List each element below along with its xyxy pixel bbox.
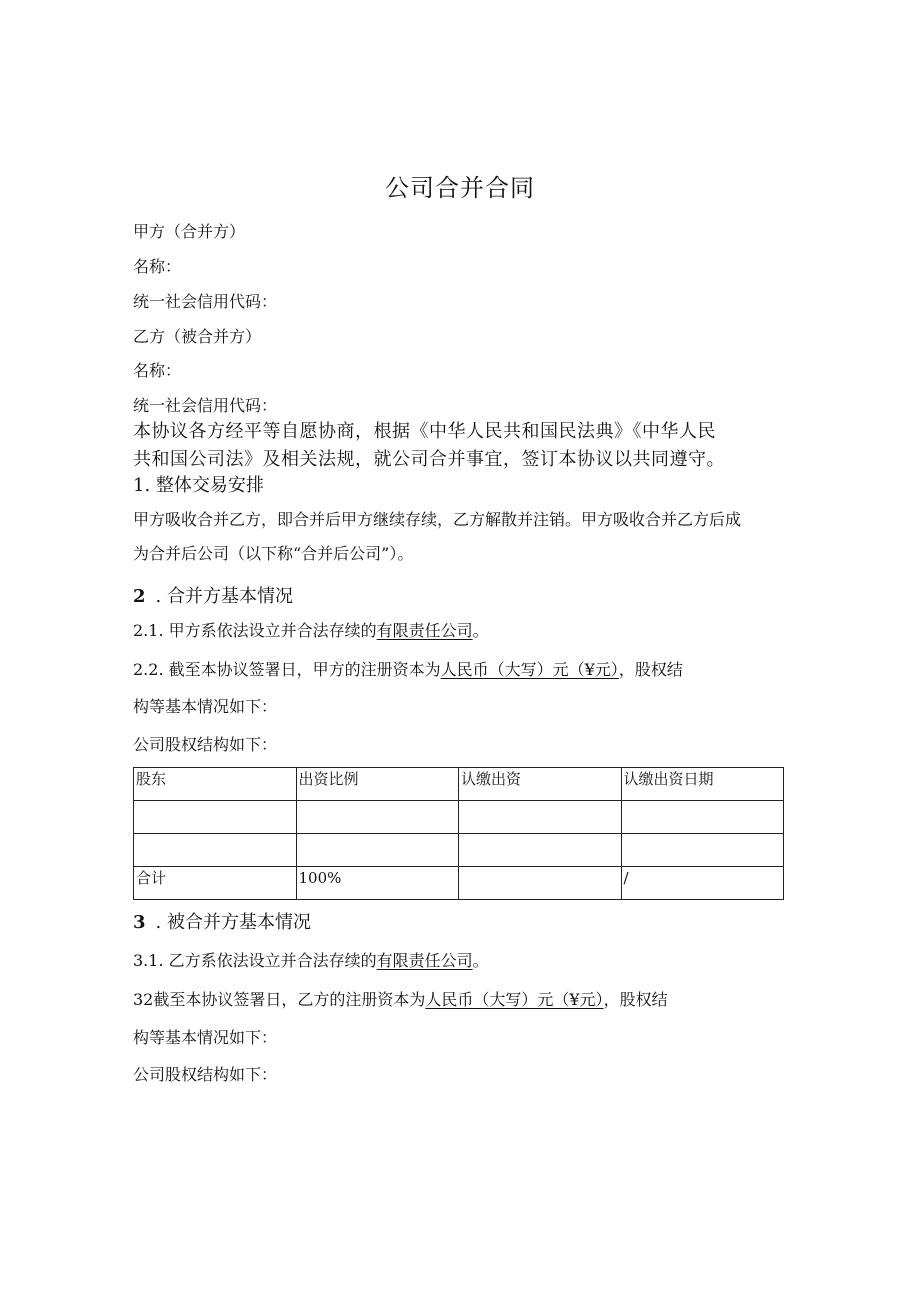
clause-2-2-end: ，股权结 (618, 660, 683, 679)
clause-3-2 (133, 987, 668, 1010)
party-b-heading: 乙方（被合并方） (133, 327, 262, 346)
section-3-title: . 被合并方基本情况 (155, 912, 311, 933)
clause-3-2-continued: 构等基本情况如下： (133, 1028, 278, 1047)
equity-label-b: 公司股权结构如下： (133, 1065, 278, 1084)
table-row (134, 834, 784, 867)
table-header-row (134, 768, 784, 801)
clause-2-1-end: 。 (472, 621, 489, 640)
clause-2-1-text: 2.1. 甲方系依法设立并合法存续的 (133, 621, 377, 640)
clause-2-2 (133, 657, 683, 680)
table-row (134, 801, 784, 834)
clause-2-2-capital: 人民币（大写）元（¥元） (440, 660, 619, 679)
table-cell: 100% (296, 867, 459, 900)
table-cell (621, 801, 784, 834)
table-header-cell: 认缴出资 (459, 768, 622, 801)
clause-2-1-company-type: 有限责任公司 (376, 621, 473, 640)
table-header-cell: 股东 (134, 768, 297, 801)
section-3-number: 3 (133, 912, 146, 933)
party-a-name-label: 名称： (133, 257, 182, 276)
equity-table (133, 767, 784, 900)
section-3-heading (133, 908, 311, 934)
table-cell: 合计 (134, 867, 297, 900)
section-1-line-1: 甲方吸收合并乙方，即合并后甲方继续存续，乙方解散并注销。甲方吸收合并乙方后成 (133, 510, 742, 529)
document-title: 公司合并合同 (385, 174, 535, 202)
party-a-heading: 甲方（合并方） (133, 222, 246, 241)
section-2-number: 2 (133, 586, 146, 607)
table-header-cell: 出资比例 (296, 768, 459, 801)
party-b-name-label: 名称： (133, 361, 182, 380)
table-cell: / (621, 867, 784, 900)
clause-3-2-text: 32截至本协议签署日，乙方的注册资本为 (133, 990, 426, 1009)
intro-line-2: 共和国公司法》及相关法规，就公司合并事宜，签订本协议以共同遵守。 (133, 449, 725, 470)
table-cell (459, 801, 622, 834)
clause-3-1-end: 。 (472, 951, 489, 970)
table-cell (296, 834, 459, 867)
clause-3-2-end: ，股权结 (603, 990, 668, 1009)
table-total-row (134, 867, 784, 900)
clause-3-1-company-type: 有限责任公司 (376, 951, 473, 970)
clause-2-2-continued: 构等基本情况如下： (133, 697, 278, 716)
clause-3-1-text: 3.1. 乙方系依法设立并合法存续的 (133, 951, 377, 970)
table-cell (296, 801, 459, 834)
table-cell (459, 834, 622, 867)
section-1-heading: 1. 整体交易安排 (133, 475, 264, 496)
clause-3-1 (133, 948, 489, 971)
section-2-title: . 合并方基本情况 (155, 586, 293, 607)
party-b-code-label: 统一社会信用代码： (133, 396, 278, 415)
clause-3-2-capital: 人民币（大写）元（¥元） (425, 990, 604, 1009)
equity-label-a: 公司股权结构如下： (133, 735, 278, 754)
party-a-code-label: 统一社会信用代码： (133, 292, 278, 311)
intro-line-1: 本协议各方经平等自愿协商，根据《中华人民共和国民法典》《中华人民 (133, 421, 716, 442)
section-2-heading (133, 582, 293, 608)
table-cell (621, 834, 784, 867)
table-header-cell: 认缴出资日期 (621, 768, 784, 801)
table-cell (134, 801, 297, 834)
table-cell (459, 867, 622, 900)
clause-2-1 (133, 618, 489, 641)
clause-2-2-text: 2.2. 截至本协议签署日，甲方的注册资本为 (133, 660, 441, 679)
table-cell (134, 834, 297, 867)
section-1-line-2: 为合并后公司（以下称“合并后公司”）。 (133, 544, 414, 563)
